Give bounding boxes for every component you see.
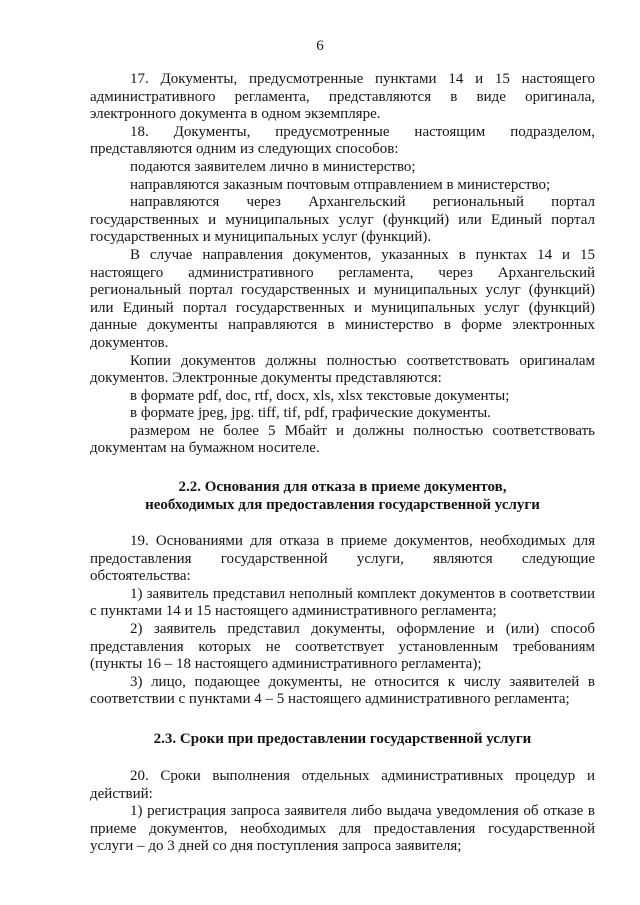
page-number: 6: [316, 38, 324, 54]
paragraph-portal: направляются через Архангельский региональный портал государственных и муниципальных услуг (функций) или Единый портал государственных и муниципальных услуг (функций).: [90, 194, 595, 246]
paragraph-size: размером не более 5 Мбайт и должны полностью соответствовать документам на бумажном носителе.: [90, 422, 595, 457]
paragraph-18: 18. Документы, предусмотренные настоящим подразделом, представляются одним из следующих способов:: [90, 123, 595, 158]
section-heading-2-3: 2.3. Сроки при предоставлении государственной услуги: [153, 731, 532, 747]
paragraph-20: 20. Сроки выполнения отдельных административных процедур и действий:: [90, 768, 595, 802]
refusal-item-2: 2) заявитель представил документы, оформление и (или) способ представления которых не соответствует установленным требованиям (пункты 16 – 18 настоящего административного регламента);: [90, 621, 595, 673]
paragraph-17: 17. Документы, предусмотренные пунктами 14 и 15 настоящего административного регламента, представляются в виде оригинала, электронного документа в одном экземпляре.: [90, 71, 595, 123]
list-item: в формате pdf, doc, rtf, docx, xls, xlsx текстовые документы;: [130, 387, 510, 404]
paragraph-electronic: В случае направления документов, указанных в пунктах 14 и 15 настоящего административного регламента, через Архангельский региональный портал государственных и муниципальных услуг (функций) или Единый портал государственных и муниципальных услуг (функций) данные документы направляются в министерство в форме электронных документов.: [90, 246, 595, 351]
deadline-item-1: 1) регистрация запроса заявителя либо выдача уведомления об отказе в приеме документов, необходимых для предоставления государственной услуги – до 3 дней со дня поступления запроса заявителя;: [90, 803, 595, 855]
paragraph-19: 19. Основаниями для отказа в приеме документов, необходимых для предоставления государственной услуги, являются следующие обстоятельства:: [90, 533, 595, 585]
heading-line: 2.2. Основания для отказа в приеме документов,: [178, 479, 507, 496]
heading-line: необходимых для предоставления государственной услуги: [145, 497, 540, 514]
list-item: в формате jpeg, jpg. tiff, tif, pdf, графические документы.: [130, 405, 491, 422]
paragraph-copies: Копии документов должны полностью соответствовать оригиналам документов. Электронные документы представляются:: [90, 352, 595, 387]
list-item: подаются заявителем лично в министерство;: [130, 158, 416, 175]
section-heading-2-2: [90, 478, 595, 514]
refusal-item-1: 1) заявитель представил неполный комплект документов в соответствии с пунктами 14 и 15 настоящего административного регламента;: [90, 585, 595, 620]
list-item: направляются заказным почтовым отправлением в министерство;: [130, 176, 551, 193]
refusal-item-3: 3) лицо, подающее документы, не относится к числу заявителей в соответствии с пунктами 4 – 5 настоящего административного регламента;: [90, 673, 595, 708]
page-body: [90, 71, 595, 856]
